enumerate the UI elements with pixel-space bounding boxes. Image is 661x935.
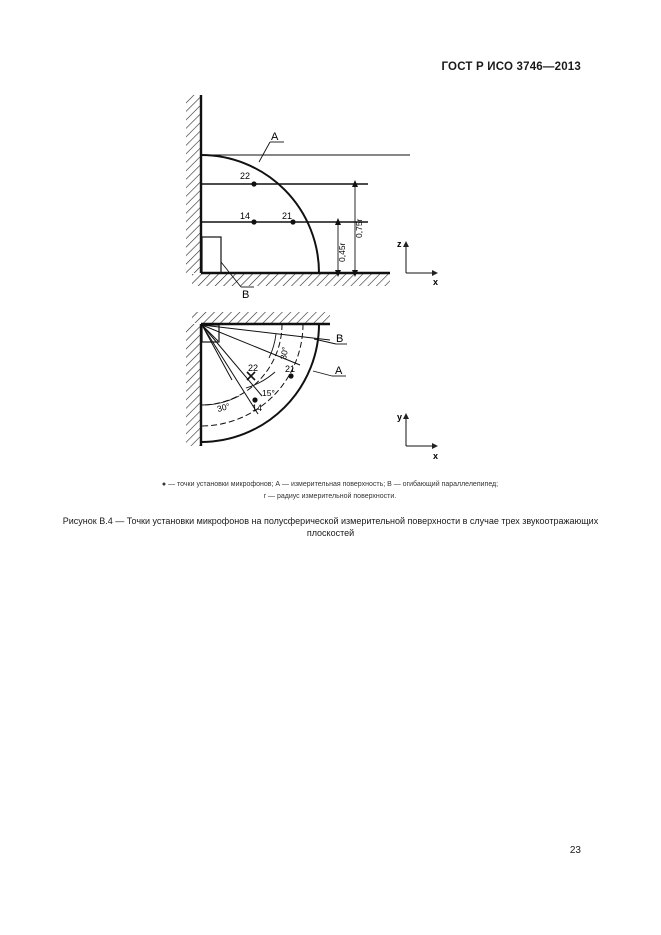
legend-line-1: ● — точки установки микрофонов; А — измерительная поверхность; В — огибающий параллелепипед; bbox=[161, 481, 499, 488]
plan-label-envelope-b: B bbox=[336, 333, 344, 345]
floor-hatch bbox=[192, 274, 390, 286]
angle-label-30b: 30° bbox=[215, 400, 231, 414]
figure-legend bbox=[60, 479, 600, 503]
axis-x-label-plan: x bbox=[433, 451, 439, 461]
label-point-21: 21 bbox=[282, 211, 293, 221]
plan-label-14: 14 bbox=[252, 403, 263, 413]
axis-x-label-elevation: x bbox=[433, 277, 439, 287]
axis-y-label: y bbox=[397, 412, 403, 422]
axis-z-label: z bbox=[397, 239, 402, 249]
standard-header: ГОСТ Р ИСО 3746—2013 bbox=[441, 61, 581, 73]
dim-075r-label: 0,75r bbox=[354, 218, 364, 238]
page-number: 23 bbox=[569, 845, 581, 856]
angle-label-15: 15° bbox=[262, 388, 275, 398]
radial-line-short bbox=[202, 325, 232, 380]
plan-label-21: 21 bbox=[285, 364, 296, 374]
plan-label-22: 22 bbox=[248, 363, 259, 373]
label-a-leader bbox=[259, 142, 270, 162]
mic-point-14 bbox=[251, 219, 256, 224]
measurement-surface-arc bbox=[201, 155, 319, 273]
plan-view bbox=[186, 312, 438, 461]
label-point-22: 22 bbox=[240, 171, 251, 181]
figure-caption: Рисунок В.4 — Точки установки микрофонов на полусферической измерительной поверхности в случае трех звукоотражающих плоскостей bbox=[62, 516, 599, 538]
plan-left-wall-hatch bbox=[186, 324, 200, 446]
dim-045r-label: 0,45r bbox=[337, 242, 347, 262]
mic-point-22 bbox=[251, 181, 256, 186]
label-point-14: 14 bbox=[240, 211, 251, 221]
plan-label-surface-a: A bbox=[335, 365, 343, 377]
plan-label-a-leader bbox=[313, 371, 332, 376]
plan-mic-point-14 bbox=[252, 397, 257, 402]
label-envelope-b: B bbox=[242, 289, 250, 301]
elevation-view bbox=[186, 95, 438, 301]
plan-mic-point-21 bbox=[288, 373, 293, 378]
wall-hatch bbox=[186, 95, 200, 273]
legend-line-2: r — радиус измерительной поверхности. bbox=[263, 493, 397, 500]
label-surface-a: A bbox=[271, 131, 279, 143]
angle-label-30a: 30° bbox=[278, 345, 291, 361]
envelope-box bbox=[202, 237, 221, 273]
plan-mic-point-22 bbox=[247, 372, 255, 380]
plan-top-wall-hatch bbox=[192, 312, 330, 323]
